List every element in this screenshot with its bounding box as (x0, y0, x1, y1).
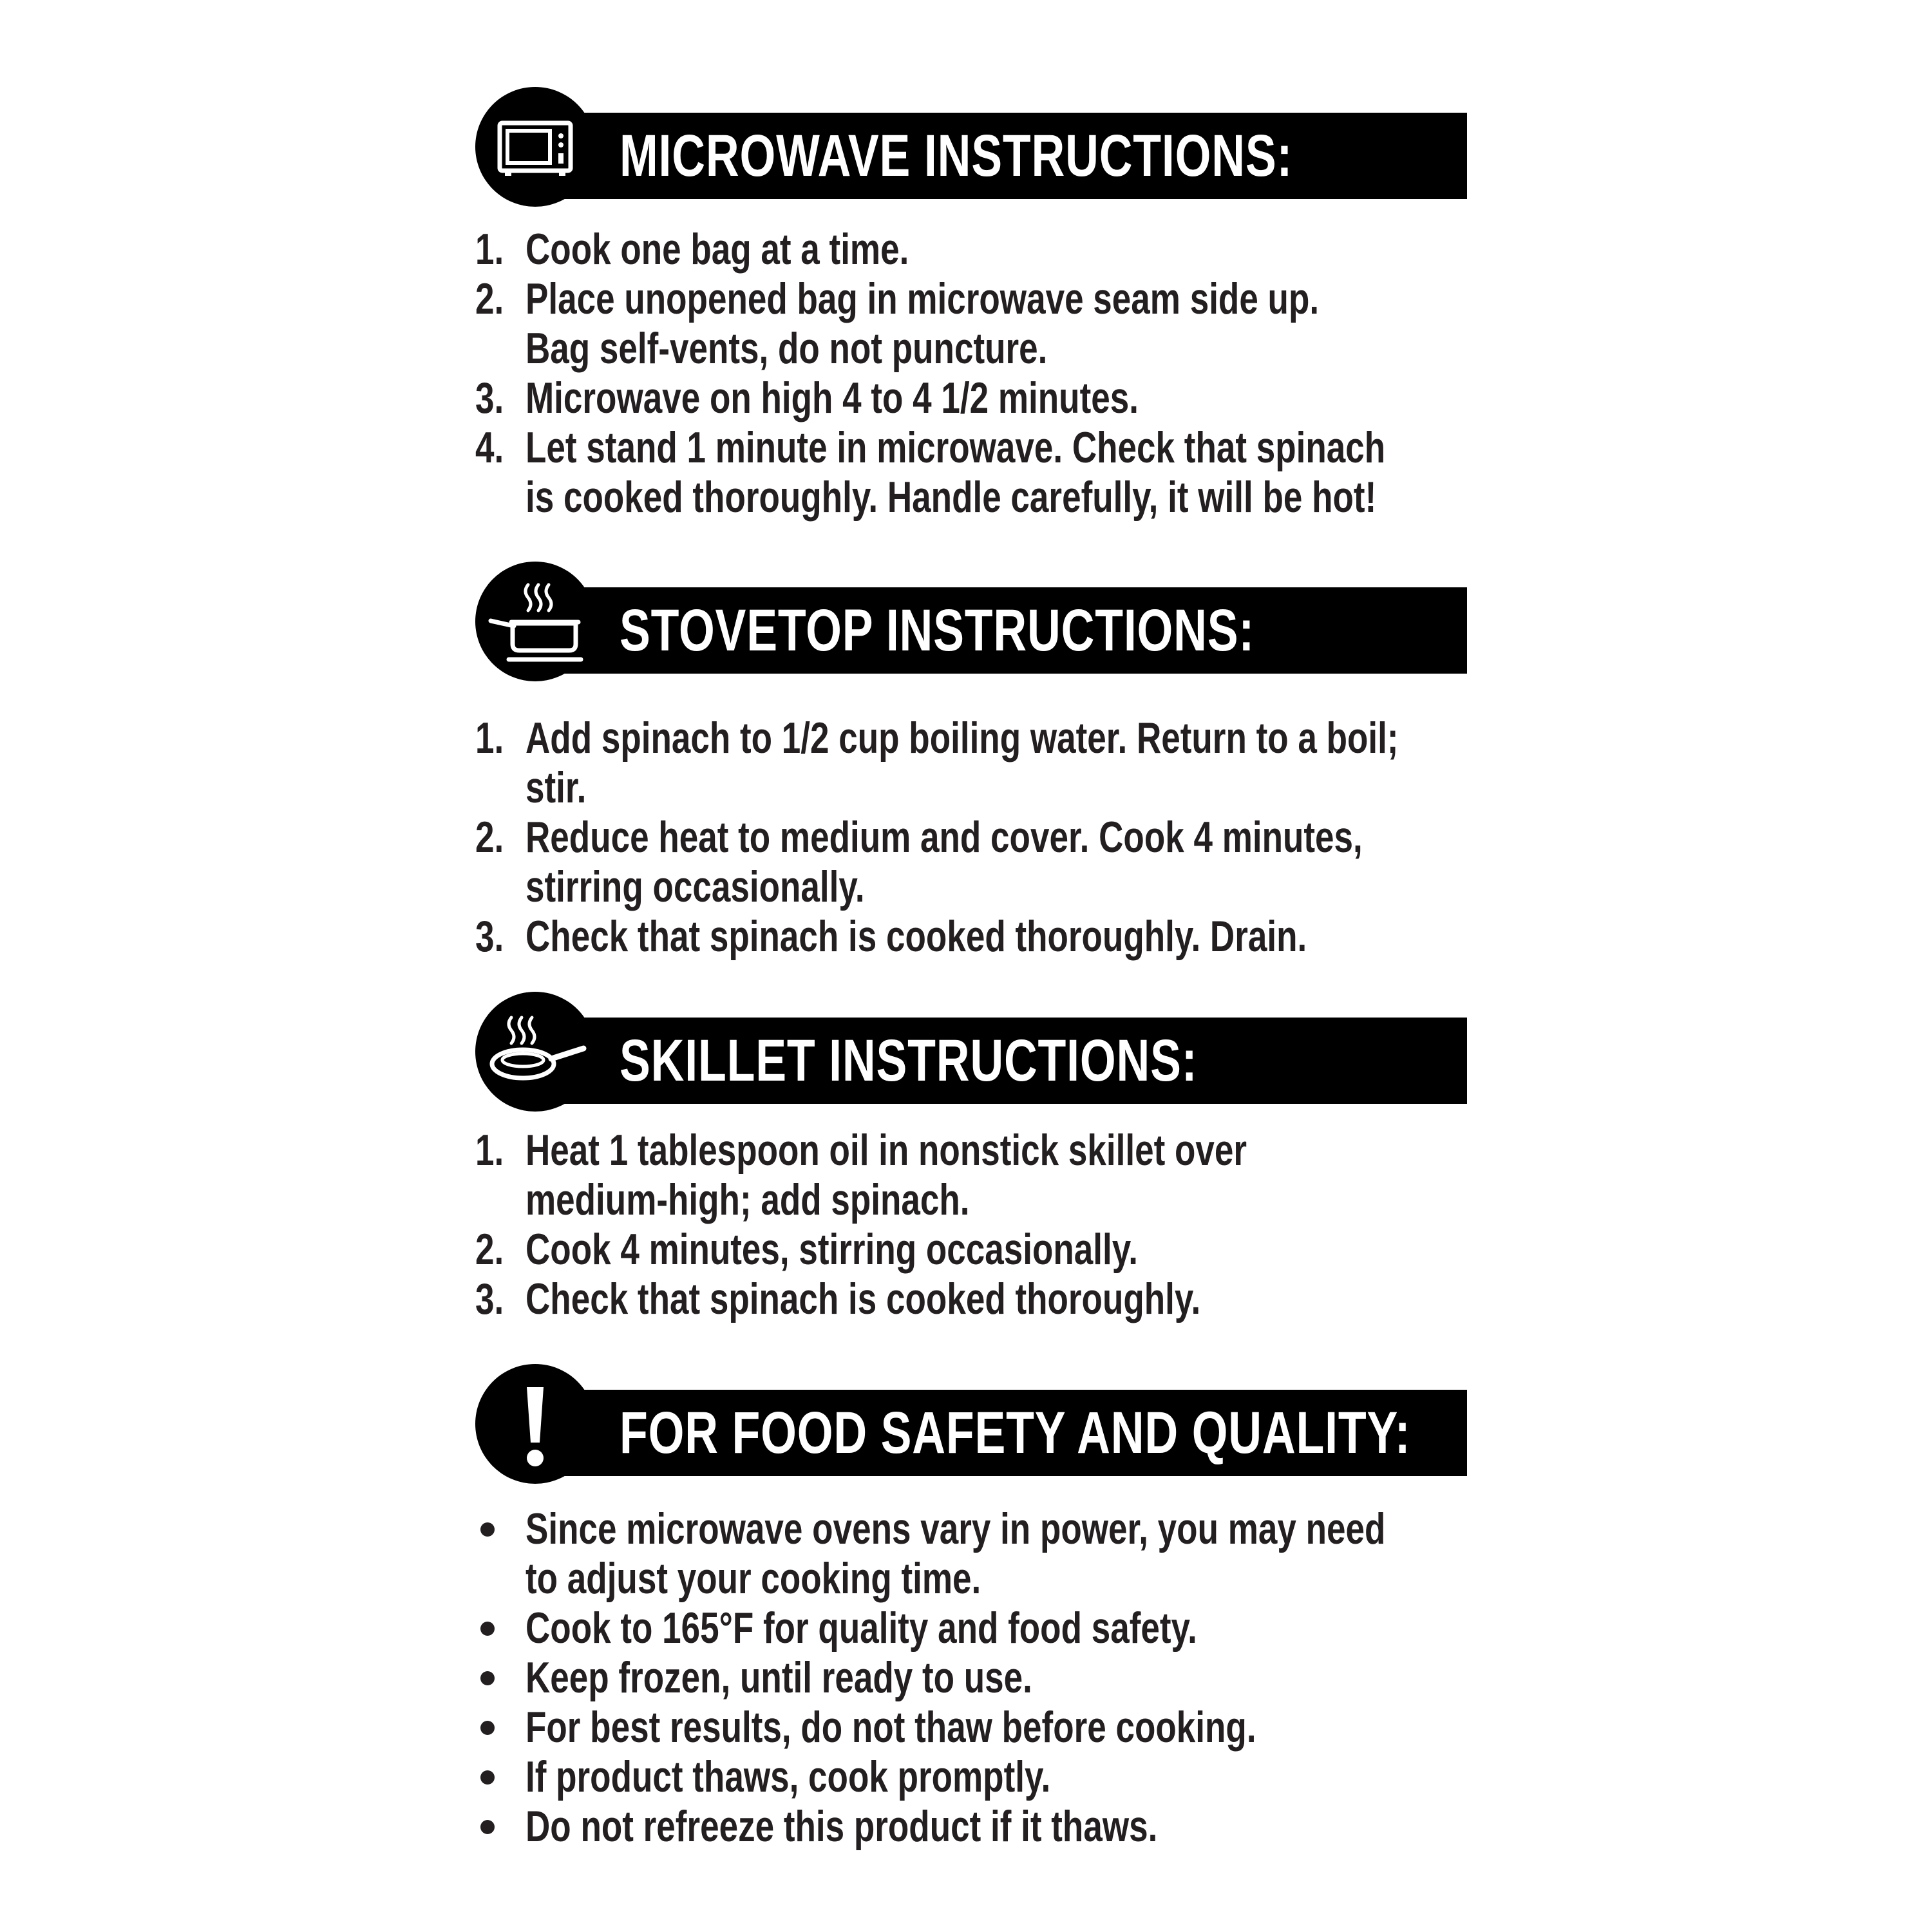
text-line: to adjust your cooking time. (526, 1554, 981, 1603)
item-text (526, 1604, 1197, 1653)
text-line: Keep frozen, until ready to use. (526, 1653, 1032, 1702)
microwave-header (475, 87, 1467, 203)
item-text (526, 1126, 1247, 1225)
text-line: Reduce heat to medium and cover. Cook 4 minutes, (526, 813, 1363, 862)
microwave-section (475, 87, 1467, 522)
step-item (475, 1126, 1467, 1225)
text-line: If product thaws, cook promptly. (526, 1752, 1051, 1801)
text-line: Since microwave ovens vary in power, you may need (526, 1504, 1386, 1553)
bullet-marker (480, 1820, 495, 1834)
microwave-icon (475, 87, 595, 207)
section-title: SKILLET INSTRUCTIONS: (620, 1028, 1198, 1094)
step-number: 2. (475, 813, 504, 862)
step-number: 4. (475, 423, 504, 472)
item-text (526, 1653, 1032, 1703)
item-text (526, 813, 1363, 912)
item-text (526, 274, 1319, 374)
item-text (526, 1802, 1157, 1852)
text-line: Heat 1 tablespoon oil in nonstick skillet over (526, 1126, 1247, 1175)
item-text (526, 1274, 1200, 1324)
section-title: FOR FOOD SAFETY AND QUALITY: (620, 1400, 1411, 1466)
item-text (526, 374, 1139, 423)
step-number: 1. (475, 1126, 504, 1175)
bullet-marker (480, 1622, 495, 1636)
bullet-item (475, 1604, 1467, 1653)
item-text (526, 1752, 1050, 1802)
step-number: 3. (475, 912, 504, 961)
text-line: For best results, do not thaw before cooking. (526, 1703, 1256, 1752)
text-line: Microwave on high 4 to 4 1/2 minutes. (526, 374, 1139, 422)
step-item (475, 714, 1467, 813)
safety-section (475, 1364, 1467, 1852)
bullet-item (475, 1703, 1467, 1752)
microwave-steps (475, 225, 1467, 522)
step-number: 1. (475, 225, 504, 274)
text-line: stir. (526, 763, 587, 812)
section-title: STOVETOP INSTRUCTIONS: (620, 598, 1255, 663)
bullet-item (475, 1752, 1467, 1802)
text-line: Cook 4 minutes, stirring occasionally. (526, 1225, 1139, 1274)
text-line: Add spinach to 1/2 cup boiling water. Return to a boil; (526, 714, 1399, 762)
steaming-skillet-icon (475, 992, 595, 1112)
item-text (526, 423, 1385, 522)
steaming-pot-icon (475, 562, 595, 681)
skillet-header (475, 992, 1467, 1108)
item-text (526, 912, 1307, 961)
skillet-section (475, 992, 1467, 1324)
step-item (475, 1274, 1467, 1324)
safety-header (475, 1364, 1467, 1480)
text-line: Place unopened bag in microwave seam side up. (526, 274, 1320, 323)
section-title: MICROWAVE INSTRUCTIONS: (620, 123, 1293, 189)
item-text (526, 1225, 1138, 1274)
item-text (526, 714, 1399, 813)
stovetop-section (475, 562, 1467, 961)
text-line: Check that spinach is cooked thoroughly. Drain. (526, 912, 1307, 961)
text-line: Let stand 1 minute in microwave. Check that spinach (526, 423, 1386, 472)
step-number: 2. (475, 274, 504, 323)
text-line: stirring occasionally. (526, 862, 865, 911)
step-item (475, 813, 1467, 912)
exclamation-icon (475, 1364, 595, 1484)
step-number: 1. (475, 714, 504, 762)
text-line: Do not refreeze this product if it thaws. (526, 1802, 1158, 1851)
text-line: Check that spinach is cooked thoroughly. (526, 1274, 1201, 1323)
text-line: medium-high; add spinach. (526, 1175, 970, 1224)
step-number: 2. (475, 1225, 504, 1274)
bullet-item (475, 1504, 1467, 1604)
step-number: 3. (475, 374, 504, 422)
bullet-marker (480, 1770, 495, 1785)
step-item (475, 374, 1467, 423)
item-text (526, 1504, 1385, 1604)
bullet-marker (480, 1671, 495, 1685)
stovetop-header (475, 562, 1467, 677)
bullet-marker (480, 1721, 495, 1735)
step-number: 3. (475, 1274, 504, 1323)
item-text (526, 1703, 1256, 1752)
safety-tips (475, 1504, 1467, 1852)
text-line: Cook to 165°F for quality and food safety. (526, 1604, 1197, 1653)
bullet-marker (480, 1522, 495, 1537)
stovetop-steps (475, 714, 1467, 961)
step-item (475, 225, 1467, 274)
bullet-item (475, 1802, 1467, 1852)
item-text (526, 225, 909, 274)
step-item (475, 274, 1467, 374)
skillet-steps (475, 1126, 1467, 1324)
step-item (475, 423, 1467, 522)
text-line: is cooked thoroughly. Handle carefully, it will be hot! (526, 473, 1377, 522)
text-line: Cook one bag at a time. (526, 225, 909, 274)
step-item (475, 912, 1467, 961)
step-item (475, 1225, 1467, 1274)
text-line: Bag self-vents, do not puncture. (526, 324, 1048, 373)
bullet-item (475, 1653, 1467, 1703)
